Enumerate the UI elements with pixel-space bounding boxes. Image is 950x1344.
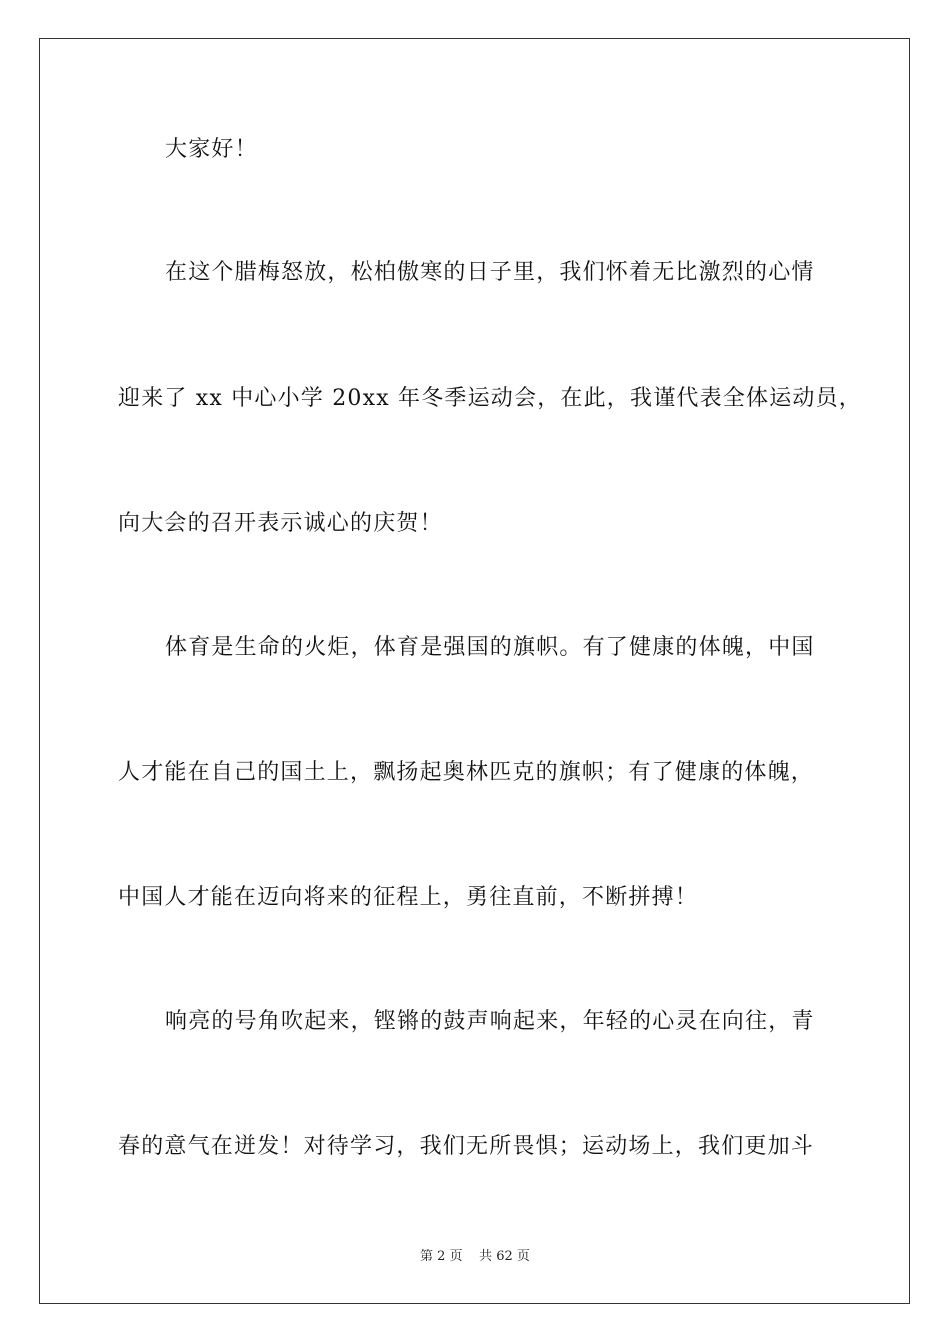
paragraph-1-line-3: 向大会的召开表示诚心的庆贺！ bbox=[118, 511, 443, 536]
paragraph-2-line-3: 中国人才能在迈向将来的征程上，勇往直前，不断拼搏！ bbox=[118, 885, 699, 910]
greeting-line: 大家好！ bbox=[165, 137, 258, 162]
paragraph-3-line-2: 春的意气在迸发！对待学习，我们无所畏惧；运动场上，我们更加斗 bbox=[118, 1134, 815, 1159]
paragraph-1-line-2: 迎来了 xx 中心小学 20xx 年冬季运动会，在此，我谨代表全体运动员， bbox=[118, 386, 862, 411]
page-footer bbox=[0, 1248, 950, 1266]
page-number: 第 2 页 bbox=[420, 1249, 463, 1264]
paragraph-2-line-2: 人才能在自己的国土上，飘扬起奥林匹克的旗帜；有了健康的体魄， bbox=[118, 760, 815, 785]
paragraph-1-line-1: 在这个腊梅怒放，松柏傲寒的日子里，我们怀着无比激烈的心情 bbox=[165, 260, 815, 285]
page-border bbox=[39, 38, 910, 1304]
paragraph-3-line-1: 响亮的号角吹起来，铿锵的鼓声响起来，年轻的心灵在向往，青 bbox=[165, 1009, 815, 1034]
paragraph-2-line-1: 体育是生命的火炬，体育是强国的旗帜。有了健康的体魄，中国 bbox=[165, 635, 815, 660]
total-pages: 共 62 页 bbox=[479, 1249, 530, 1264]
